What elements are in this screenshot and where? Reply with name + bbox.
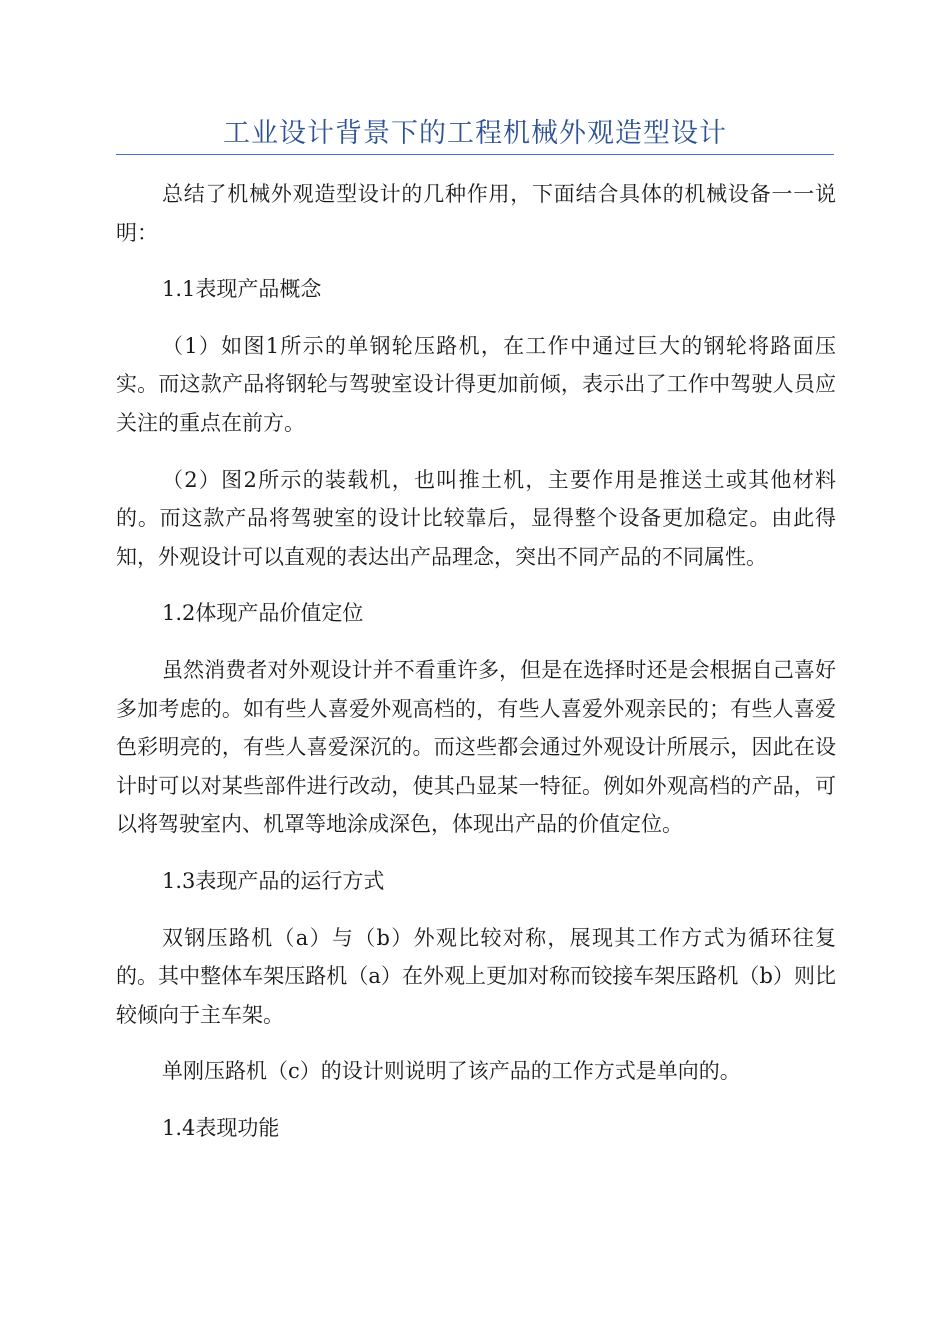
document-body <box>116 175 836 1165</box>
section-heading-1-1: 1.1表现产品概念 <box>162 277 322 302</box>
section-heading-1-4: 1.4表现功能 <box>162 1115 280 1140</box>
paragraph-value-positioning: 虽然消费者对外观设计并不看重许多，但是在选择时还是会根据自己喜好多加考虑的。如有些人喜爱外观高档的，有些人喜爱外观亲民的；有些人喜爱色彩明亮的，有些人喜爱深沉的。而这些都会通过外观设计所展示，因此在设计时可以对某些部件进行改动，使其凸显某一特征。例如外观高档的产品，可以将驾驶室内、机罩等地涂成深色，体现出产品的价值定位。 <box>116 657 836 837</box>
title-underline <box>116 154 834 155</box>
paragraph-roller: （1）如图1所示的单钢轮压路机，在工作中通过巨大的钢轮将路面压实。而这款产品将钢轮与驾驶室设计得更加前倾，表示出了工作中驾驶人员应关注的重点在前方。 <box>116 333 836 435</box>
paragraph-double-roller: 双钢压路机（a）与（b）外观比较对称，展现其工作方式为循环往复的。其中整体车架压路机（a）在外观上更加对称而铰接车架压路机（b）则比较倾向于主车架。 <box>116 925 836 1027</box>
section-heading-1-2: 1.2体现产品价值定位 <box>162 601 364 626</box>
paragraph-single-roller: 单刚压路机（c）的设计则说明了该产品的工作方式是单向的。 <box>162 1059 741 1084</box>
paragraph-loader: （2）图2所示的装载机，也叫推土机，主要作用是推送土或其他材料的。而这款产品将驾驶室的设计比较靠后，显得整个设备更加稳定。由此得知，外观设计可以直观的表达出产品理念，突出不同产品的不同属性。 <box>116 467 836 569</box>
intro-paragraph: 总结了机械外观造型设计的几种作用，下面结合具体的机械设备一一说明： <box>116 182 836 245</box>
document-title: 工业设计背景下的工程机械外观造型设计 <box>223 118 727 149</box>
section-heading-1-3: 1.3表现产品的运行方式 <box>162 868 385 893</box>
